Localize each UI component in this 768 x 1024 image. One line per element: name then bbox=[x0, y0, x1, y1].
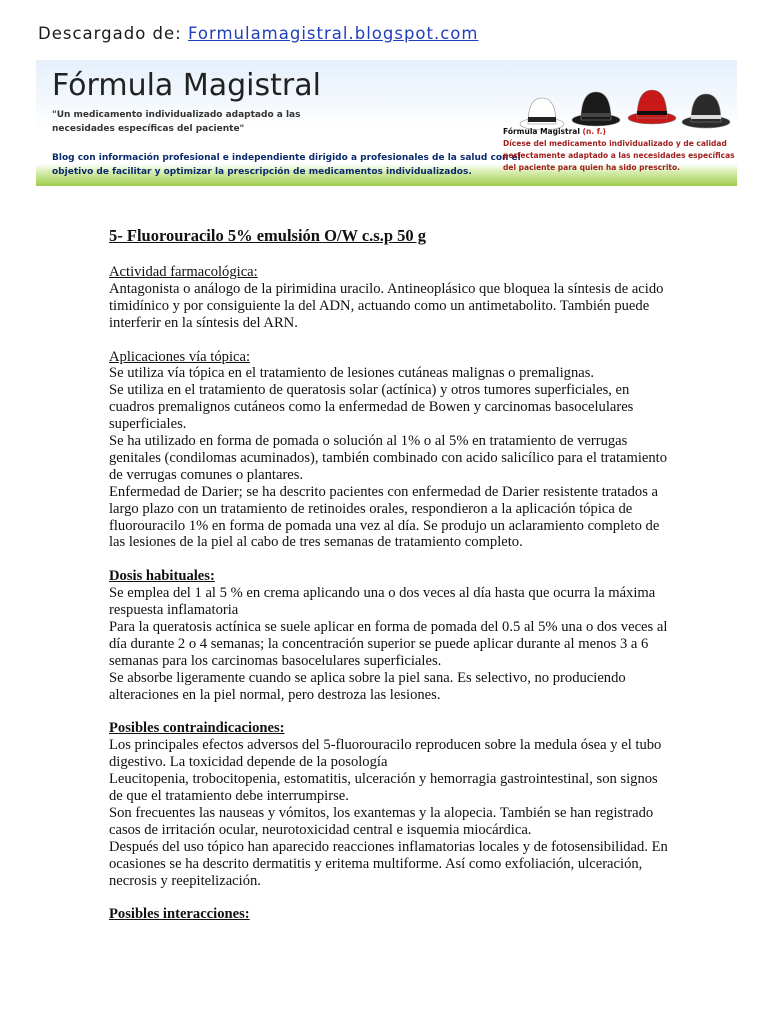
section-paragraph: Se ha utilizado en forma de pomada o solución al 1% o al 5% en tratamiento de verrugas genitales (condilomas acuminados), también combinado con acido salicílico para el tratamiento de verrugas comunes o plantares. bbox=[109, 433, 668, 483]
document-section bbox=[109, 720, 669, 889]
hat-icon bbox=[682, 94, 730, 128]
banner-definition bbox=[503, 126, 735, 174]
section-paragraph: Los principales efectos adversos del 5-fluorouracilo reproducen sobre la medula ósea y el tubo digestivo. La toxicidad depende de la posología bbox=[109, 737, 662, 771]
document-sections bbox=[109, 264, 669, 923]
section-paragraph: Se emplea del 1 al 5 % en crema aplicando una o dos veces al día hasta que ocurra la máxima respuesta inflamatoria bbox=[109, 585, 656, 619]
blog-banner bbox=[36, 60, 737, 186]
document-section bbox=[109, 349, 669, 552]
section-heading: Dosis habituales: bbox=[109, 568, 215, 585]
document-section bbox=[109, 568, 669, 703]
section-heading: Aplicaciones vía tópica: bbox=[109, 348, 251, 365]
section-paragraph: Para la queratosis actínica se suele aplicar en forma de pomada del 0.5 al 5% una o dos veces al día durante 2 o 4 semanas; la concentración superior se puede aplicar durante al menos 3 a 6 semanas para los carcinomas basocelulares superficiales. bbox=[109, 619, 668, 669]
hat-icon bbox=[628, 90, 676, 124]
banner-title: Fórmula Magistral bbox=[52, 68, 321, 103]
section-paragraph: Enfermedad de Darier; se ha descrito pacientes con enfermedad de Darier resistente tratados a largo plazo con un tratamiento de retinoides orales, respondieron a la aplicación tópica de fluorouracilo 1% en forma de pomada una vez al día. Se produjo un aclaramiento completo de las lesiones de la piel al cabo de tres semanas de tratamiento completo. bbox=[109, 483, 660, 551]
definition-text: Dícese del medicamento individualizado y de calidad perfectamente adaptado a las necesidades específicas del paciente para quien ha sido prescrito. bbox=[503, 139, 735, 172]
banner-blog-description: Blog con información profesional e independiente dirigido a profesionales de la salud con el objetivo de facilitar y optimizar la prescripción de medicamentos individualizados. bbox=[52, 153, 521, 177]
section-paragraph: Son frecuentes las nauseas y vómitos, los exantemas y la alopecia. También se han registrado casos de irritación ocular, neurotoxicidad central e isquemia miocárdica. bbox=[109, 804, 654, 838]
section-paragraph: Antagonista o análogo de la pirimidina uracilo. Antineoplásico que bloquea la síntesis de acido timidínico y por consiguiente la del ADN, actuando como un antimetabolito. También puede interferir en la síntesis del ARN. bbox=[109, 280, 664, 331]
section-heading: Actividad farmacológica: bbox=[109, 264, 258, 280]
download-prefix: Descargado de: bbox=[38, 24, 188, 43]
definition-term: Fórmula Magistral bbox=[503, 127, 580, 136]
banner-quote: "Un medicamento individualizado adaptado a las necesidades específicas del paciente" bbox=[52, 110, 301, 134]
document-section bbox=[109, 906, 669, 923]
section-paragraph: Se absorbe ligeramente cuando se aplica sobre la piel sana. Es selectivo, no produciendo alteraciones en la piel normal, pero destroza las lesiones. bbox=[109, 669, 626, 703]
document-section bbox=[109, 264, 669, 332]
document-title: 5- Fluorouracilo 5% emulsión O/W c.s.p 50 g bbox=[109, 226, 427, 245]
section-paragraph: Se utiliza en el tratamiento de queratosis solar (actínica) y otros tumores superficiales, en cuadros premalignos cutáneos como la enfermedad de Bowen y carcinomas basocelulares superficiales. bbox=[109, 382, 634, 433]
definition-grammar: (n. f.) bbox=[579, 127, 606, 136]
document-body bbox=[109, 226, 669, 940]
blog-link[interactable]: Formulamagistral.blogspot.com bbox=[187, 24, 479, 43]
download-source-line bbox=[38, 24, 478, 43]
section-heading: Posibles contraindicaciones: bbox=[109, 720, 285, 737]
hat-icon bbox=[572, 92, 620, 126]
section-paragraph: Después del uso tópico han aparecido reacciones inflamatorias locales y de fotosensibilidad. En ocasiones se ha descrito dermatitis y eritema multiforme. Así como exfoliación, ulceración, necrosis y reepitelización. bbox=[109, 838, 668, 889]
section-paragraph: Se utiliza vía tópica en el tratamiento de lesiones cutáneas malignas o premalignas. bbox=[109, 365, 595, 382]
section-paragraph: Leucitopenia, trobocitopenia, estomatitis, ulceración y hemorragia gastrointestinal, son signos de que el tratamiento debe interrumpirse. bbox=[109, 771, 658, 805]
section-heading: Posibles interacciones: bbox=[109, 906, 250, 923]
